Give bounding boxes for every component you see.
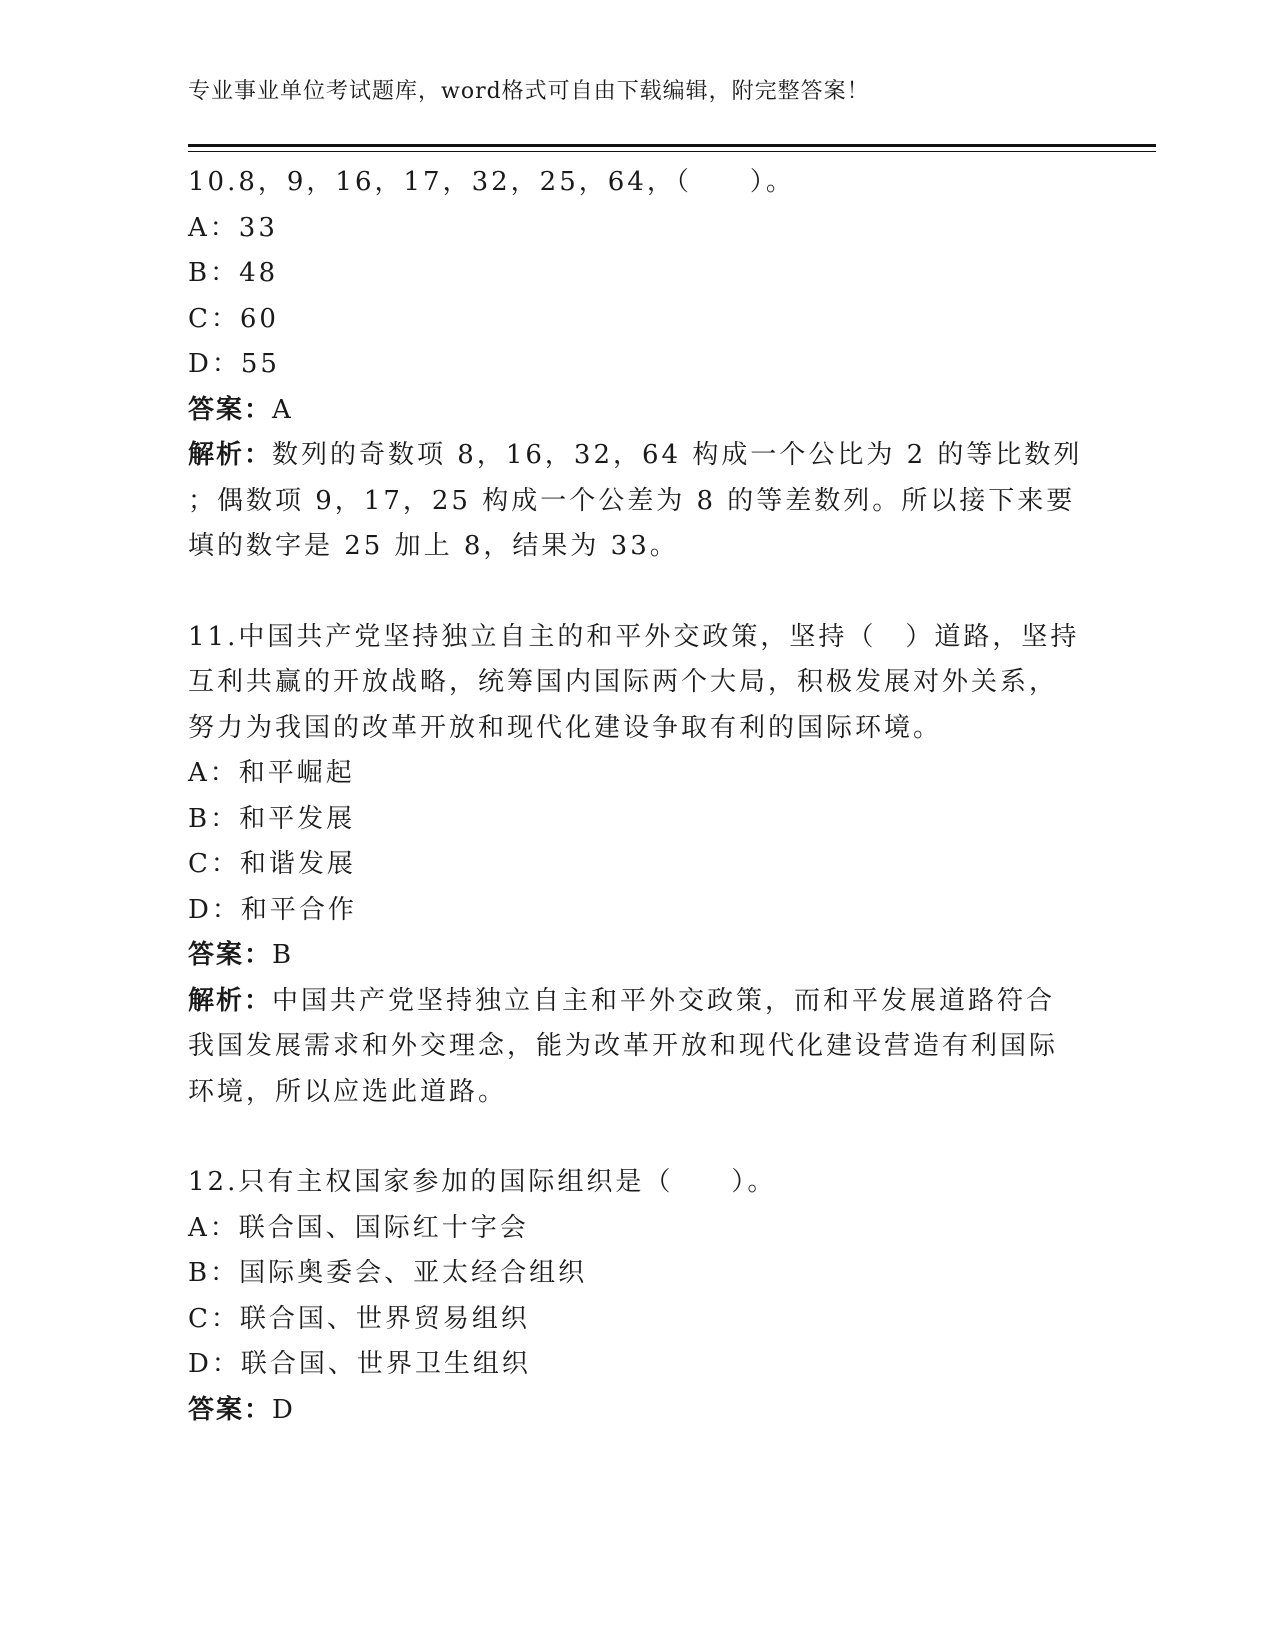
answer-value: B xyxy=(272,940,295,970)
answer-label: 答案： xyxy=(188,1394,273,1425)
option-b: B：国际奥委会、亚太经合组织 xyxy=(188,1258,588,1288)
question-stem: 10.8，9，16，17，32，25，64，（ ）。 xyxy=(188,167,795,197)
question-11 xyxy=(188,615,1088,1116)
question-list xyxy=(188,160,1088,1433)
question-stem: 互利共赢的开放战略，统筹国内国际两个大局，积极发展对外关系， xyxy=(188,667,1059,697)
header-divider-thin xyxy=(188,151,1156,152)
option-c: C：和谐发展 xyxy=(188,849,356,879)
analysis-label: 解析： xyxy=(188,985,273,1016)
question-stem: 努力为我国的改革开放和现代化建设争取有利的国际环境。 xyxy=(188,712,943,743)
option-a: A：33 xyxy=(188,212,278,243)
analysis-text: 环境，所以应选此道路。 xyxy=(188,1076,508,1107)
option-c: C：联合国、世界贸易组织 xyxy=(188,1303,530,1334)
answer-line xyxy=(188,1388,1088,1434)
answer-label: 答案： xyxy=(188,394,273,425)
answer-value: D xyxy=(272,1394,296,1425)
analysis-text: 填的数字是 25 加上 8，结果为 33。 xyxy=(188,531,679,561)
option-a: A：和平崛起 xyxy=(188,758,355,788)
analysis-text: 中国共产党坚持独立自主和平外交政策，而和平发展道路符合 xyxy=(272,985,1056,1016)
question-12 xyxy=(188,1160,1088,1433)
option-b: B：和平发展 xyxy=(188,803,356,834)
option-d: D：和平合作 xyxy=(188,894,357,925)
page-header: 专业事业单位考试题库，word格式可自由下载编辑，附完整答案！ xyxy=(188,79,870,104)
option-d: D：55 xyxy=(188,349,280,379)
answer-line xyxy=(188,933,1088,979)
question-10 xyxy=(188,160,1088,570)
answer-line xyxy=(188,388,1088,434)
analysis-line xyxy=(188,979,1088,1025)
option-d: D：联合国、世界卫生组织 xyxy=(188,1349,531,1379)
option-c: C：60 xyxy=(188,303,279,334)
analysis-text: 我国发展需求和外交理念，能为改革开放和现代化建设营造有利国际 xyxy=(188,1031,1059,1061)
analysis-label: 解析： xyxy=(188,440,273,470)
analysis-text: 数列的奇数项 8，16，32，64 构成一个公比为 2 的等比数列 xyxy=(272,440,1083,470)
option-b: B：48 xyxy=(188,258,279,288)
answer-label: 答案： xyxy=(188,940,273,970)
analysis-line xyxy=(188,433,1088,479)
analysis-text: ；偶数项 9，17，25 构成一个公差为 8 的等差数列。所以接下来要 xyxy=(188,485,1076,516)
answer-value: A xyxy=(272,394,294,425)
header-divider-thick xyxy=(188,144,1156,147)
option-a: A：联合国、国际红十字会 xyxy=(188,1212,529,1243)
question-stem: 12.只有主权国家参加的国际组织是（ ）。 xyxy=(188,1167,777,1197)
question-stem: 11.中国共产党坚持独立自主的和平外交政策，坚持（ ）道路，坚持 xyxy=(188,621,1080,652)
